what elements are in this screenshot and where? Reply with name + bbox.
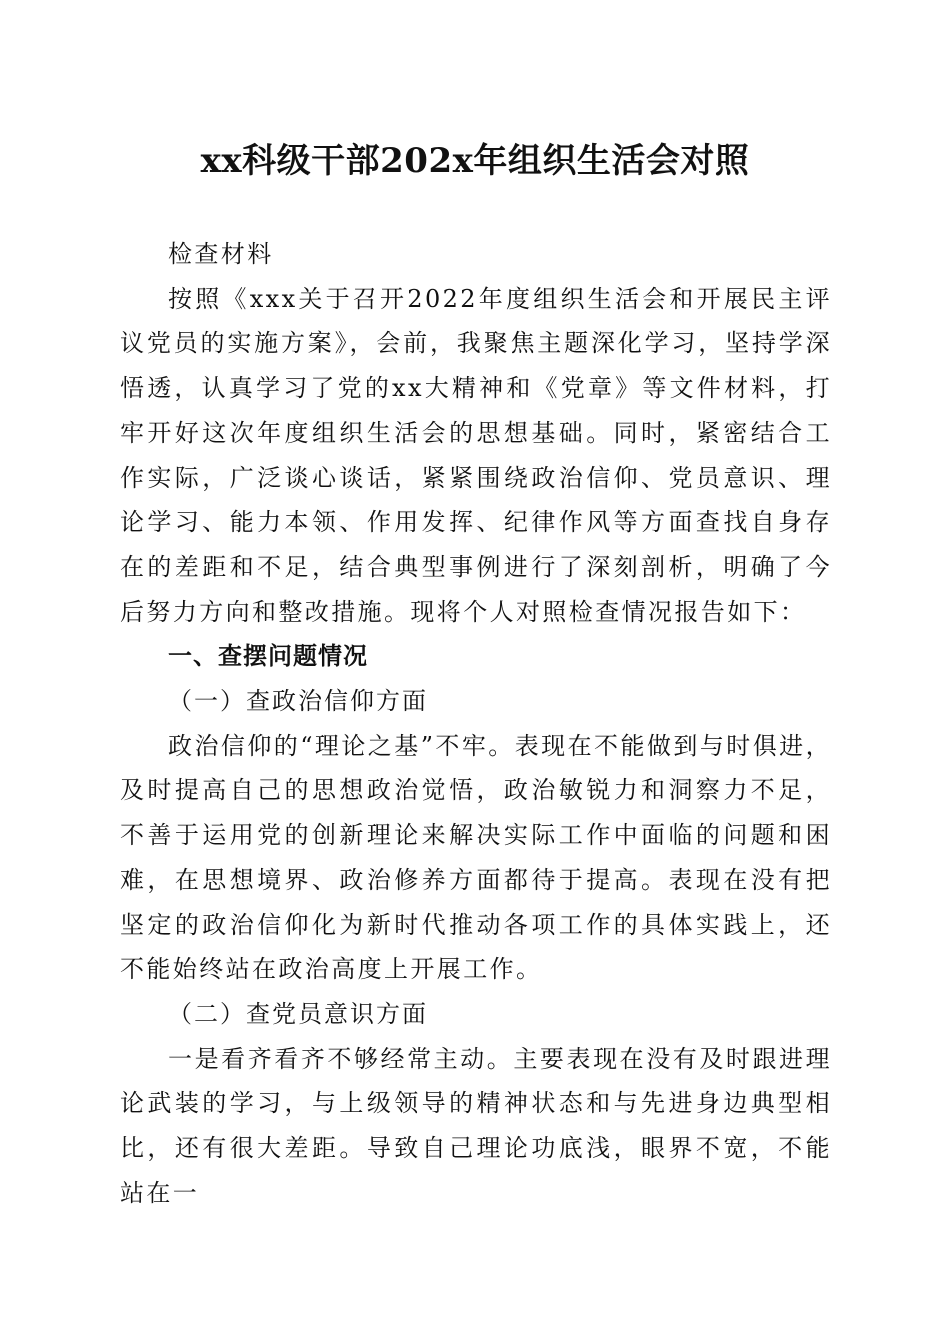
subsection-heading-party-awareness: （二）查党员意识方面 xyxy=(168,999,428,1028)
party-awareness-paragraph: 一是看齐看齐不够经常主动。主要表现在没有及时跟进理论武装的学习，与上级领导的精神状态和与先进身边典型相比，还有很大差距。导致自己理论功底浅，眼界不宽，不能站在一 xyxy=(120,1044,832,1207)
political-belief-paragraph: 政治信仰的“理论之基”不牢。表现在不能做到与时俱进，及时提高自己的思想政治觉悟，政治敏锐力和洞察力不足，不善于运用党的创新理论来解决实际工作中面临的问题和困难，在思想境界、政治修养方面都待于提高。表现在没有把坚定的政治信仰化为新时代推动各项工作的具体实践上，还不能始终站在政治高度上开展工作。 xyxy=(120,731,832,984)
document-body xyxy=(120,232,832,1215)
intro-paragraph: 按照《xxx关于召开2022年度组织生活会和开展民主评议党员的实施方案》，会前，我聚焦主题深化学习，坚持学深悟透，认真学习了党的xx大精神和《党章》等文件材料，打牢开好这次年度组织生活会的思想基础。同时，紧密结合工作实际，广泛谈心谈话，紧紧围绕政治信仰、党员意识、理论学习、能力本领、作用发挥、纪律作风等方面查找自身存在的差距和不足，结合典型事例进行了深刻剖析，明确了今后努力方向和整改措施。现将个人对照检查情况报告如下： xyxy=(120,284,832,626)
subsection-heading-political-belief: （一）查政治信仰方面 xyxy=(168,687,428,716)
document-title: xx科级干部202x年组织生活会对照 xyxy=(200,141,750,181)
subtitle-paragraph: 检查材料 xyxy=(168,240,274,268)
section-heading: 一、查摆问题情况 xyxy=(168,642,368,671)
